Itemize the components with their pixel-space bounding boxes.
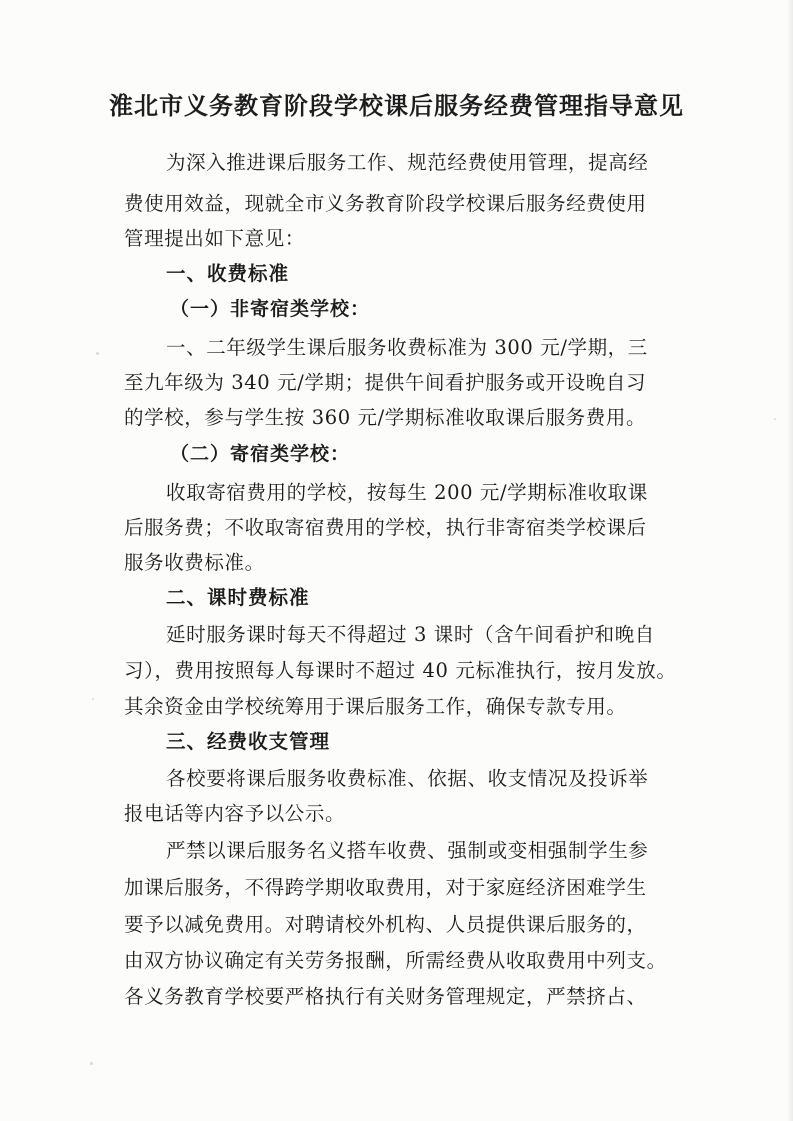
scan-speck — [96, 352, 99, 355]
intro-line-2: 费使用效益，现就全市义务教育阶段学校课后服务经费使用 — [124, 192, 647, 215]
class-hour-line-2: 习），费用按照每人每课时不超过 40 元标准执行，按月发放。 — [124, 659, 677, 682]
fund-management-p1-line-2: 报电话等内容予以公示。 — [124, 802, 346, 825]
scan-speck — [774, 418, 776, 420]
document-title: 淮北市义务教育阶段学校课后服务经费管理指导意见 — [109, 91, 684, 120]
non-boarding-line-3: 的学校，参与学生按 360 元/学期标准收取课后服务费用。 — [124, 406, 647, 429]
class-hour-line-1: 延时服务课时每天不得超过 3 课时（含午间看护和晚自 — [166, 623, 655, 646]
subheading-boarding: （二）寄宿类学校： — [170, 443, 351, 465]
non-boarding-line-2: 至九年级为 340 元/学期；提供午间看护服务或开设晚自习 — [124, 371, 647, 394]
fund-management-p1-line-1: 各校要将课后服务收费标准、依据、收支情况及投诉举 — [166, 767, 649, 790]
section-heading-class-hour-fee: 二、课时费标准 — [166, 586, 310, 609]
subheading-non-boarding: （一）非寄宿类学校： — [170, 298, 371, 320]
boarding-line-3: 服务收费标准。 — [124, 551, 265, 574]
scan-speck — [90, 1062, 93, 1065]
boarding-line-1: 收取寄宿费用的学校，按每生 200 元/学期标准收取课 — [166, 481, 648, 504]
fund-management-p2-line-3: 要予以减免费用。对聘请校外机构、人员提供课后服务的， — [124, 913, 647, 936]
section-heading-fee-standard: 一、收费标准 — [166, 262, 290, 285]
fund-management-p2-line-1: 严禁以课后服务名义搭车收费、强制或变相强制学生参 — [166, 839, 649, 862]
intro-line-3: 管理提出如下意见： — [124, 227, 305, 250]
fund-management-p2-line-4: 由双方协议确定有关劳务报酬，所需经费从收取费用中列支。 — [124, 949, 667, 972]
scan-speck — [92, 698, 94, 700]
fund-management-p2-line-5: 各义务教育学校要严格执行有关财务管理规定，严禁挤占、 — [124, 985, 647, 1008]
class-hour-line-3: 其余资金由学校统筹用于课后服务工作，确保专款专用。 — [124, 695, 627, 718]
section-heading-fund-management: 三、经费收支管理 — [166, 730, 331, 753]
scan-edge-shadow — [787, 0, 793, 1121]
intro-line-1: 为深入推进课后服务工作、规范经费使用管理，提高经 — [166, 151, 649, 174]
non-boarding-line-1: 一、二年级学生课后服务收费标准为 300 元/学期，三 — [166, 336, 648, 359]
fund-management-p2-line-2: 加课后服务，不得跨学期收取费用，对于家庭经济困难学生 — [124, 876, 647, 899]
boarding-line-2: 后服务费；不收取寄宿费用的学校，执行非寄宿类学校课后 — [124, 516, 647, 539]
